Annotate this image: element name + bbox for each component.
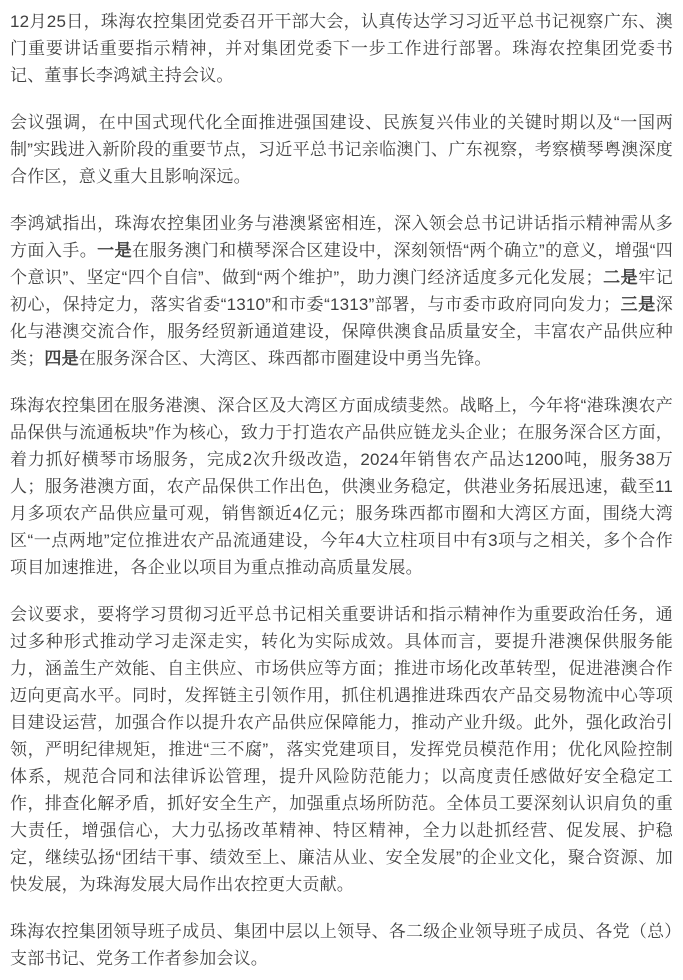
text-run: 在服务深合区、大湾区、珠西都市圈建设中勇当先锋。: [78, 349, 492, 368]
paragraph: [10, 109, 673, 190]
paragraph: [10, 8, 673, 89]
paragraph: [10, 210, 673, 372]
text-run: 在服务澳门和横琴深合区建设中，深刻领悟“两个确立”的意义，增强“四个意识”、坚定“四个自信”、做到“两个维护”，助力澳门经济适度多元化发展；: [10, 241, 673, 287]
text-run: 会议强调，在中国式现代化全面推进强国建设、民族复兴伟业的关键时期以及“一国两制”实践进入新阶段的重要节点，习近平总书记亲临澳门、广东视察，考察横琴粤澳深度合作区，意义重大且影响深远。: [10, 113, 673, 186]
text-run: 珠海农控集团领导班子成员、集团中层以上领导、各二级企业领导班子成员、各党（总）支部书记、党务工作者参加会议。: [10, 922, 673, 968]
text-run: 李鸿斌指出，珠海农控集团业务与港澳紧密相连，深入领会总书记讲话指示精神需从多方面入手。: [10, 214, 673, 260]
text-run: 深化与港澳交流合作，服务经贸新通道建设，保障供澳食品质量安全，丰富农产品供应种类；: [10, 295, 673, 368]
text-run: 牢记初心，保持定力，落实省委“1310”和市委“1313”部署，与市委市政府同向发力；: [10, 268, 673, 314]
paragraph: [10, 601, 673, 898]
bold-text-run: 三是: [620, 295, 656, 314]
bold-text-run: 四是: [44, 349, 79, 368]
text-run: 会议要求，要将学习贯彻习近平总书记相关重要讲话和指示精神作为重要政治任务，通过多种形式推动学习走深走实，转化为实际成效。具体而言，要提升港澳保供服务能力，涵盖生产效能、自主供应、市场供应等方面；推进市场化改革转型，促进港澳合作迈向更高水平。同时，发挥链主引领作用，抓住机遇推进珠西农产品交易物流中心等项目建设运营，加强合作以提升农产品供应保障能力，推动产业升级。此外，强化政治引领，严明纪律规矩，推进“三不腐”，落实党建项目，发挥党员模范作用；优化风险控制体系，规范合同和法律诉讼管理，提升风险防范能力；以高度责任感做好安全稳定工作，排查化解矛盾，抓好安全生产，加强重点场所防范。全体员工要深刻认识肩负的重大责任，增强信心，大力弘扬改革精神、特区精神，全力以赴抓经营、促发展、护稳定，继续弘扬“团结干事、绩效至上、廉洁从业、安全发展”的企业文化，聚合资源、加快发展，为珠海发展大局作出农控更大贡献。: [10, 605, 673, 894]
text-run: 珠海农控集团在服务港澳、深合区及大湾区方面成绩斐然。战略上，今年将“港珠澳农产品保供与流通板块”作为核心，致力于打造农产品供应链龙头企业；在服务深合区方面，着力抓好横琴市场服务，完成2次升级改造，2024年销售农产品达1200吨，服务38万人；服务港澳方面，农产品保供工作出色，供澳业务稳定，供港业务拓展迅速，截至11月多项农产品供应量可观，销售额近4亿元；服务珠西都市圈和大湾区方面，围绕大湾区“一点两地”定位推进农产品流通建设，今年4大立柱项目中有3项与之相关，多个合作项目加速推进，各企业以项目为重点推动高质量发展。: [10, 396, 673, 577]
paragraph: [10, 392, 673, 581]
bold-text-run: 二是: [602, 268, 639, 287]
text-run: 12月25日，珠海农控集团党委召开干部大会，认真传达学习习近平总书记视察广东、澳门重要讲话重要指示精神，并对集团党委下一步工作进行部署。珠海农控集团党委书记、董事长李鸿斌主持会议。: [10, 12, 673, 85]
bold-text-run: 一是: [97, 241, 133, 260]
paragraph: [10, 918, 673, 972]
